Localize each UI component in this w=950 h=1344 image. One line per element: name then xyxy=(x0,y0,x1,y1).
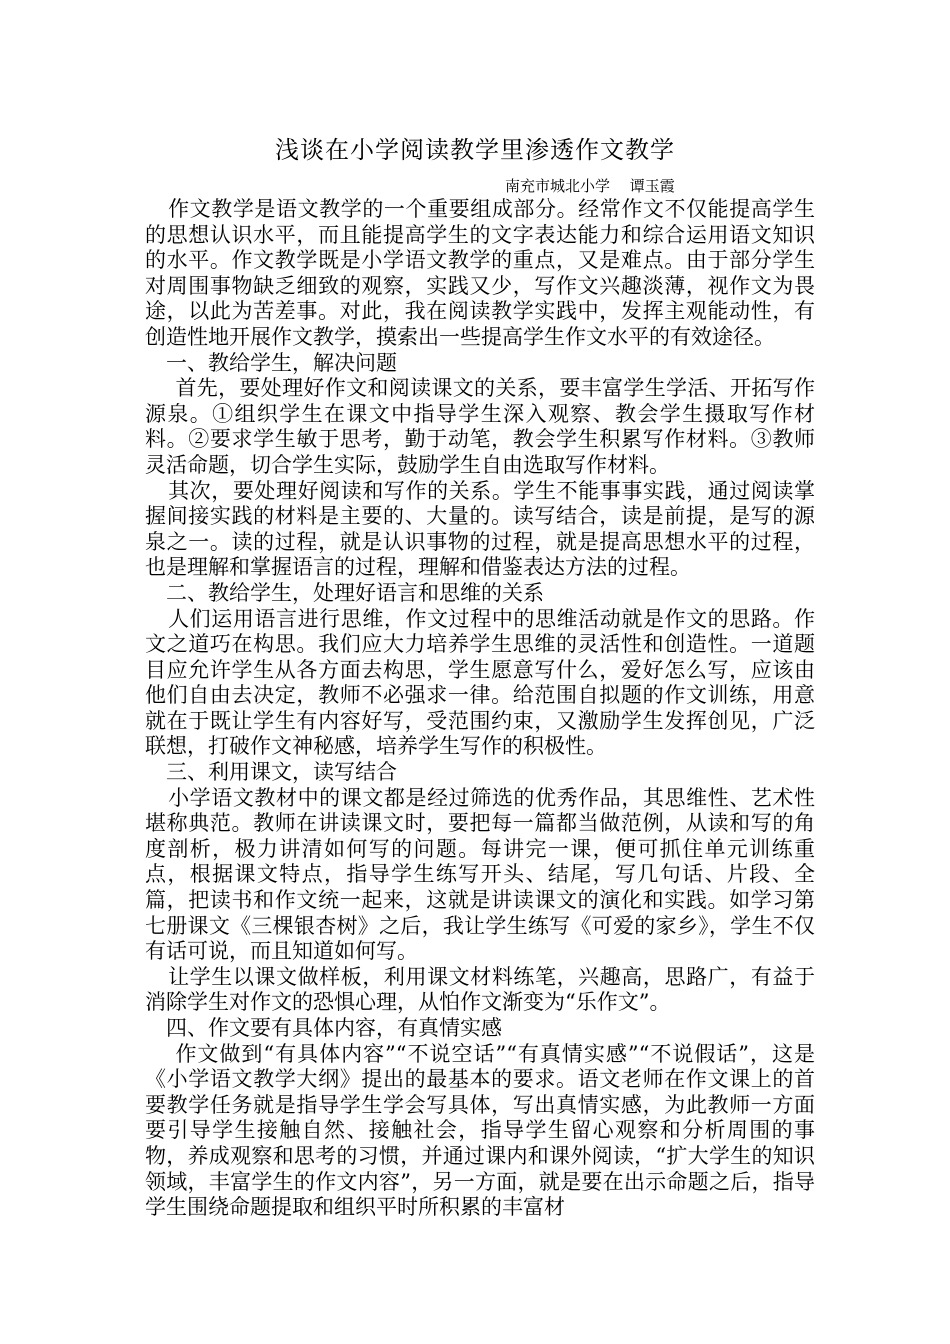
section-4-paragraph-1: 作文做到“有具体内容”“不说空话”“有真情实感”“不说假话”，这是《小学语文教学大纲》提出的最基本的要求。语文老师在作文课上的首要教学任务就是指导学生学会写具体，写出真情实感，为此教师一方面要引导学生接触自然、接触社会，指导学生留心观察和分析周围的事物，养成观察和思考的习惯，并通过课内和课外阅读，“扩大学生的知识领域，丰富学生的作文内容”，另一方面，就是要在出示命题之后，指导学生围绕命题提取和组织平时所积累的丰富材 xyxy=(145,1041,815,1220)
section-3-paragraph-1: 小学语文教材中的课文都是经过筛选的优秀作品，其思维性、艺术性堪称典范。教师在讲读课文时，要把每一篇都当做范例，从读和写的角度剖析，极力讲清如何写的问题。每讲完一课，便可抓住单元训练重点，根据课文特点，指导学生练写开头、结尾，写几句话、片段、全篇，把读书和作文统一起来，这就是讲读课文的演化和实践。如学习第七册课文《三棵银杏树》之后，我让学生练写《可爱的家乡》，学生不仅有话可说，而且知道如何写。 xyxy=(145,785,815,964)
section-heading-2: 二、教给学生，处理好语言和思维的关系 xyxy=(166,580,544,605)
section-heading-1: 一、教给学生，解决问题 xyxy=(166,350,397,375)
section-heading-3: 三、利用课文，读写结合 xyxy=(166,760,397,785)
document-body xyxy=(145,197,815,1221)
section-1-paragraph-1: 首先，要处理好作文和阅读课文的关系，要丰富学生学活、开拓写作源泉。①组织学生在课文中指导学生深入观察、教会学生摄取写作材料。②要求学生敏于思考，勤于动笔，教会学生积累写作材料。③教师灵活命题，切合学生实际，鼓励学生自由选取写作材料。 xyxy=(145,376,815,477)
section-2-paragraph-1: 人们运用语言进行思维，作文过程中的思维活动就是作文的思路。作文之道巧在构思。我们应大力培养学生思维的灵活性和创造性。一道题目应允许学生从各方面去构思，学生愿意写什么，爱好怎么写，应该由他们自由去决定，教师不必强求一律。给范围自拟题的作文训练，用意就在于既让学生有内容好写，受范围约束，又激励学生发挥创见，广泛联想，打破作文神秘感，培养学生写作的积极性。 xyxy=(145,606,815,759)
document-title: 浅谈在小学阅读教学里渗透作文教学 xyxy=(275,136,675,164)
section-1-paragraph-2: 其次，要处理好阅读和写作的关系。学生不能事事实践，通过阅读掌握间接实践的材料是主要的、大量的。读写结合，读是前提，是写的源泉之一。读的过程，就是认识事物的过程，就是提高思想水平的过程，也是理解和掌握语言的过程，理解和借鉴表达方法的过程。 xyxy=(145,478,815,580)
author-line: 南充市城北小学 谭玉霞 xyxy=(505,177,675,195)
section-3-paragraph-2: 让学生以课文做样板，利用课文材料练笔，兴趣高，思路广，有益于消除学生对作文的恐惧心理，从怕作文渐变为“乐作文”。 xyxy=(145,964,815,1015)
section-heading-4: 四、作文要有具体内容，有真情实感 xyxy=(166,1016,502,1040)
intro-paragraph: 作文教学是语文教学的一个重要组成部分。经常作文不仅能提高学生的思想认识水平，而且能提高学生的文字表达能力和综合运用语文知识的水平。作文教学既是小学语文教学的重点，又是难点。由于部分学生对周围事物缺乏细致的观察，实践又少，写作文兴趣淡薄，视作文为畏途，以此为苦差事。对此，我在阅读教学实践中，发挥主观能动性，有创造性地开展作文教学，摸索出一些提高学生作文水平的有效途径。 xyxy=(145,197,815,349)
